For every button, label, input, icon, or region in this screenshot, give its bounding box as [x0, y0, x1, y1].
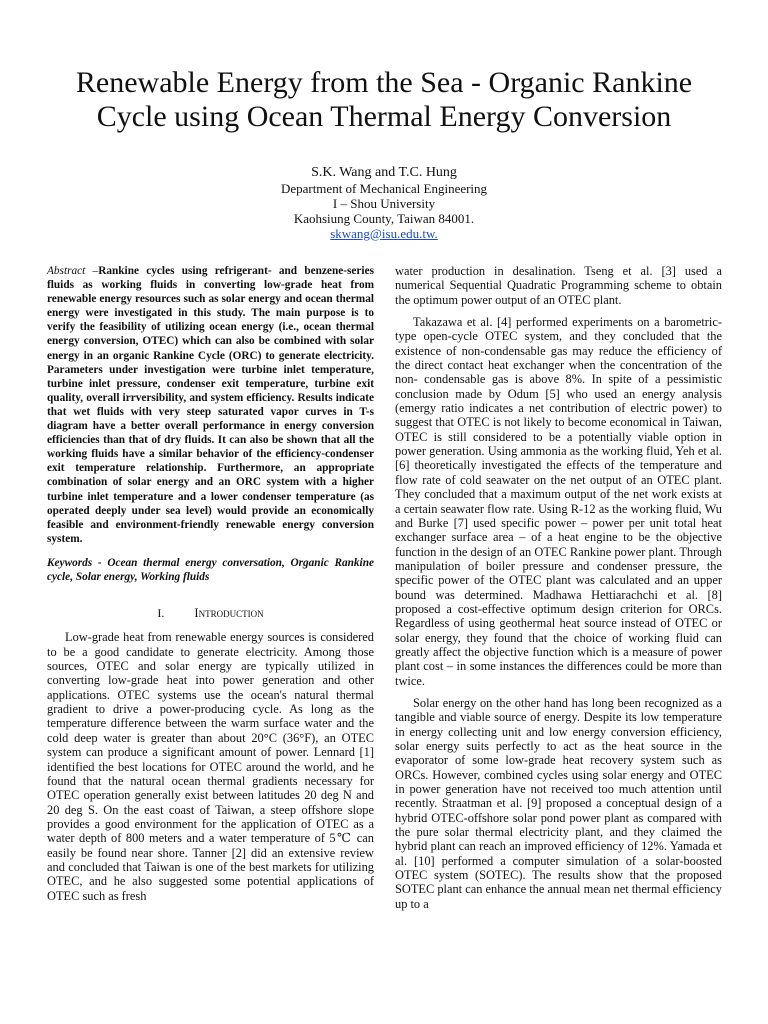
section-title: Introduction [194, 606, 264, 621]
left-column [47, 264, 374, 911]
affiliation-line: Department of Mechanical Engineering [280, 181, 488, 196]
right-column [395, 264, 722, 919]
author-block [184, 164, 584, 241]
section-heading [47, 606, 374, 620]
intro-paragraph: Low-grade heat from renewable energy sources is considered to be a good candidate to generate electricity. Among those sources, OTEC and solar energy are typically utilized in converting low-grade heat into power generation and other applications. OTEC systems use the ocean's natural thermal gradient to drive a power-producing cycle. As long as the temperature difference between the warm surface water and the cold deep water is greater than about 20°C (36°F), an OTEC system can produce a significant amount of power. Lennard [1] identified the best locations for OTEC around the world, and he found that the natural ocean thermal gradients necessary for OTEC operation generally exist between latitudes 20 deg N and 20 deg S. On the east coast of Taiwan, a steep offshore slope provides a good environment for the application of OTEC as a water depth of 800 meters and a water temperature of 5℃ can easily be found near shore. Tanner [2] did an extensive review and concluded that Taiwan is one of the best markets for utilizing OTEC, and he also suggested some potential applications of OTEC such as fresh [47, 630, 374, 903]
affiliation-line: Kaohsiung County, Taiwan 84001. [293, 211, 475, 226]
keywords: Keywords - Ocean thermal energy conversation, Organic Rankine cycle, Solar energy, Working fluids [47, 556, 374, 583]
abstract-lead: Abstract – [47, 265, 99, 277]
abstract [47, 264, 374, 546]
paper-title: Renewable Energy from the Sea - Organic Rankine Cycle using Ocean Thermal Energy Conversion [75, 66, 693, 133]
abstract-body: Rankine cycles using refrigerant- and benzene-series fluids as working fluids in converting low-grade heat from renewable energy resources such as solar energy and ocean thermal energy were investigated in this study. The main purpose is to verify the feasibility of utilizing ocean energy (i.e., ocean thermal energy conversion, OTEC) which can also be combined with solar energy in an organic Rankine Cycle (ORC) to generate electricity. Parameters under investigation were turbine inlet temperature, turbine inlet pressure, condenser exit temperature, turbine exit quality, overall irrversibility, and system efficiency. Results indicate that wet fluids with very steep saturated vapor curves in T-s diagram have a better overall performance in energy conversion efficiencies than that of dry fluids. It can also be shown that all the working fluids have a similar behavior of the efficiency-condenser exit temperature relationship. Furthermore, an appropriate combination of solar energy and an ORC system with a higher turbine inlet temperature and a lower condenser temperature (as operated deeply under sea level) would provide an economically feasible and environment-friendly renewable energy conversion system. [47, 265, 374, 545]
body-paragraph: Solar energy on the other hand has long been recognized as a tangible and viable source of energy. Despite its low temperature in energy collecting unit and low energy conversion efficiency, solar energy suits perfectly to act as the heat source in the evaporator of some low-grade heat recovery system such as ORCs. However, combined cycles using solar energy and OTEC in power generation have not received too much attention until recently. Straatman et al. [9] proposed a conceptual design of a hybrid OTEC-offshore solar pond power plant as compared with the pure solar thermal electricity plant, and they claimed the hybrid plant can reach an improved efficiency of 12%. Yamada et al. [10] performed a computer simulation of a solar-boosted OTEC system (SOTEC). The results show that the proposed SOTEC plant can enhance the annual mean net thermal efficiency up to a [395, 695, 722, 911]
author-names: S.K. Wang and T.C. Hung [311, 165, 457, 180]
affiliation-line: I – Shou University [332, 196, 436, 211]
author-email-link[interactable]: skwang@isu.edu.tw. [330, 226, 438, 241]
body-paragraph: Takazawa et al. [4] performed experiments on a barometric-type open-cycle OTEC system, and they concluded that the existence of non-condensable gas may reduce the efficiency of the direct contact heat exchanger when the concentration of the non- condensable gas is above 8%. In spite of a pessimistic conclusion made by Odum [5] who used an energy analysis (emergy ratio indicates a net contribution of electric power) to suggest that OTEC is not likely to become economical in Taiwan, OTEC is still considered to be a potentially viable option in power generation. Using ammonia as the working fluid, Yeh et al. [6] theoretically investigated the effects of the temperature and flow rate of cold seawater on the net output of an OTEC plant. They concluded that a maximum output of the net work exists at a certain seawater flow rate. Using R-12 as the working fluid, Wu and Burke [7] used specific power – power per unit total heat exchanger surface area – of a heat engine to be the objective function in the design of an OTEC Rankine power plant. Through manipulation of boiler pressure and condenser pressure, the specific power of the OTEC plant was calculated and an upper bound was determined. Madhawa Hettiarachchi et al. [8] proposed a cost-effective optimum design criterion for ORCs. Regardless of using geothermal heat source instead of OTEC or solar energy, they found that the choice of working fluid can greatly affect the objective function which is a measure of power plant cost – in some instances the differences could be more than twice. [395, 315, 722, 688]
body-paragraph: water production in desalination. Tseng et al. [3] used a numerical Sequential Quadratic Programming scheme to obtain the optimum power output of an OTEC plant. [395, 264, 722, 307]
section-number: I. [157, 606, 165, 621]
